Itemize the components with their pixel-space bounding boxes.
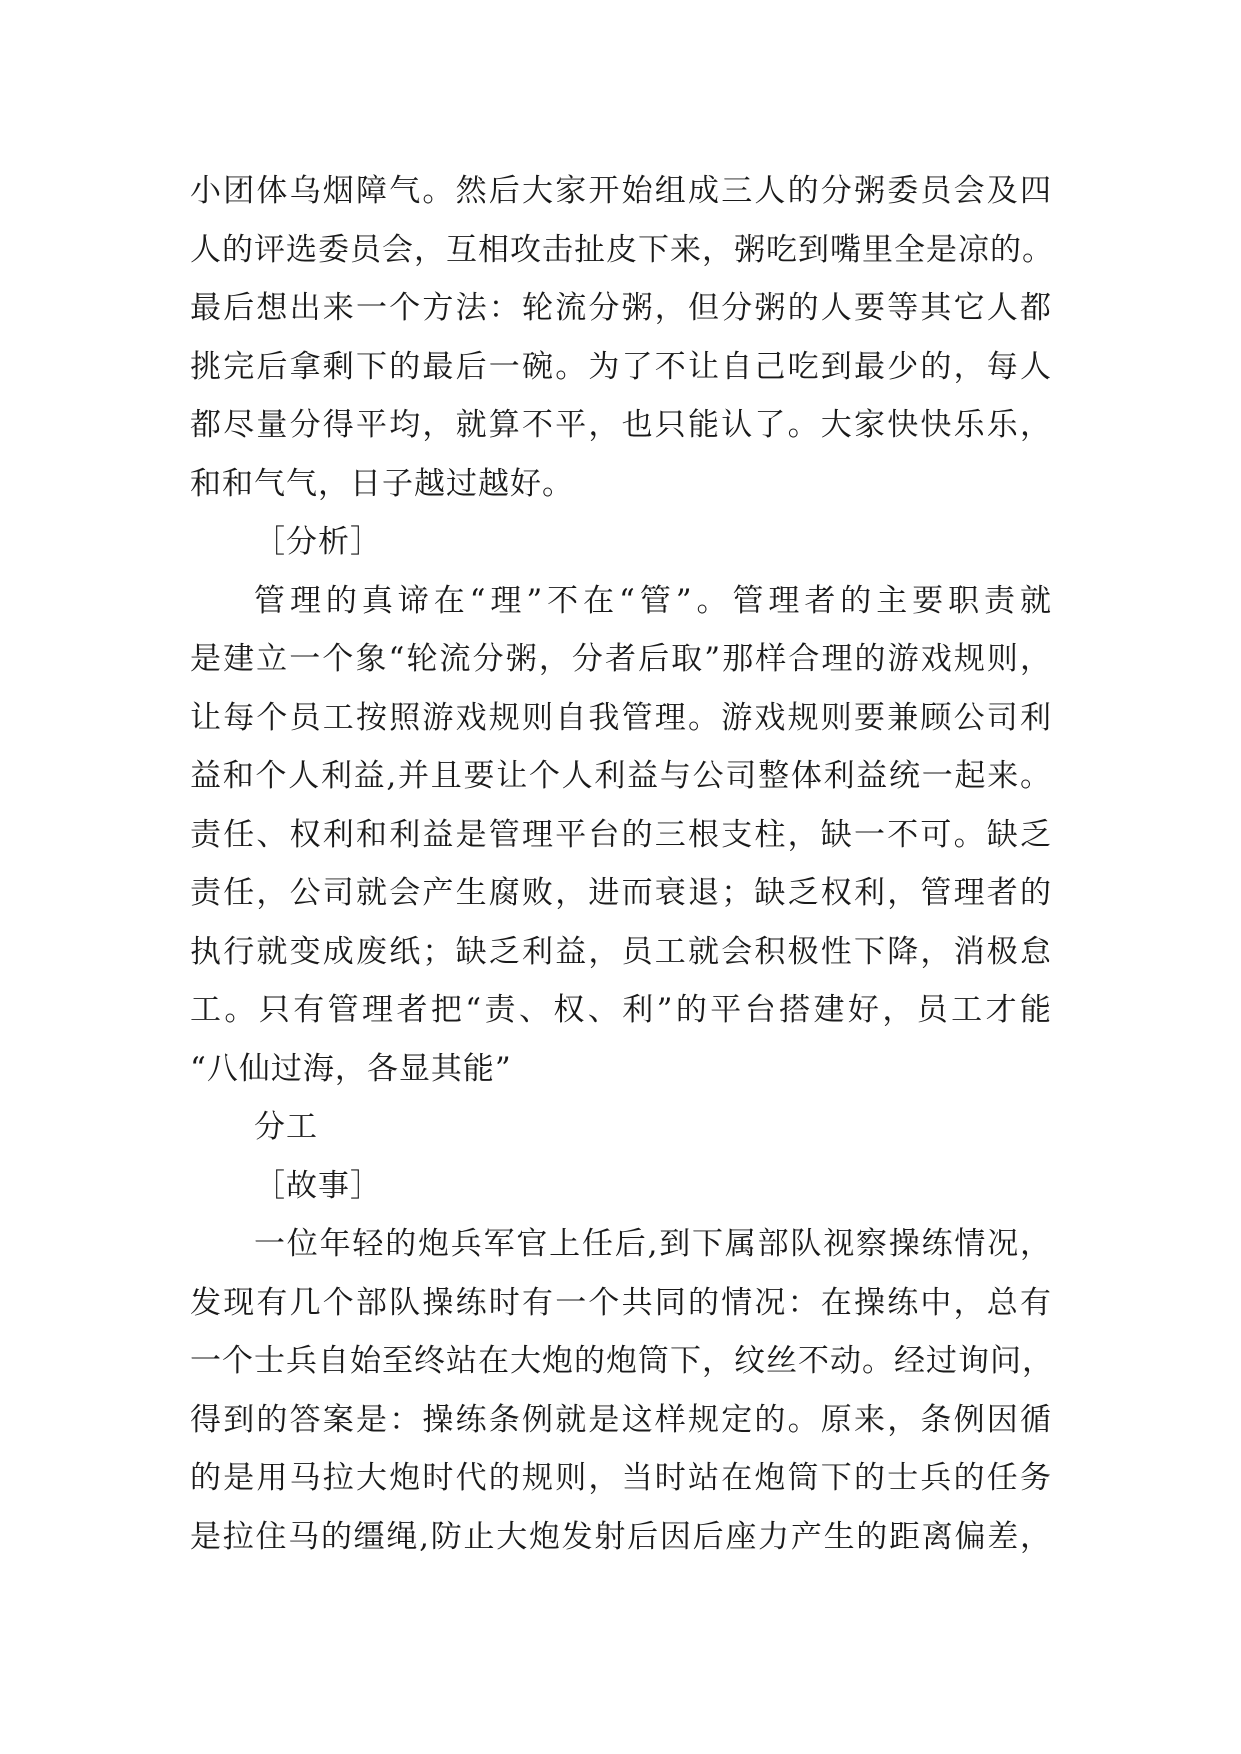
section-heading-analysis: ［分析］ — [254, 524, 382, 560]
text-line: 让每个员工按照游戏规则自我管理。游戏规则要兼顾公司利 — [190, 699, 1052, 736]
text-line: 是建立一个象“轮流分粥，分者后取”那样合理的游戏规则， — [190, 641, 1052, 677]
text-line: 挑完后拿剩下的最后一碗。为了不让自己吃到最少的，每人 — [190, 348, 1052, 385]
text-line: 最后想出来一个方法：轮流分粥，但分粥的人要等其它人都 — [190, 290, 1052, 326]
section-heading-story: ［故事］ — [254, 1167, 382, 1204]
text-line: 发现有几个部队操练时有一个共同的情况：在操练中，总有 — [190, 1284, 1052, 1321]
text-line: 人的评选委员会，互相攻击扯皮下来，粥吃到嘴里全是凉的。 — [190, 231, 1054, 268]
text-line: 是拉住马的缰绳,防止大炮发射后因后座力产生的距离偏差， — [190, 1518, 1052, 1555]
text-line: 和和气气，日子越过越好。 — [190, 465, 574, 502]
text-line: 益和个人利益,并且要让个人利益与公司整体利益统一起来。 — [190, 758, 1052, 794]
text-line: 执行就变成废纸；缺乏利益，员工就会积极性下降，消极怠 — [190, 933, 1052, 970]
text-line: 责任，公司就会产生腐败，进而衰退；缺乏权利，管理者的 — [190, 875, 1052, 911]
text-line: 责任、权利和利益是管理平台的三根支柱，缺一不可。缺乏 — [190, 816, 1052, 853]
text-line: 小团体乌烟障气。然后大家开始组成三人的分粥委员会及四 — [190, 173, 1052, 209]
document-body — [190, 162, 1052, 1566]
text-line: 一个士兵自始至终站在大炮的炮筒下，纹丝不动。经过询问， — [190, 1343, 1054, 1379]
text-line: 都尽量分得平均，就算不平，也只能认了。大家快快乐乐， — [190, 407, 1052, 443]
text-line: 一位年轻的炮兵军官上任后,到下属部队视察操练情况， — [254, 1226, 1052, 1262]
text-line: 工。只有管理者把“责、权、利”的平台搭建好，员工才能 — [190, 992, 1052, 1028]
text-line: 的是用马拉大炮时代的规则，当时站在炮筒下的士兵的任务 — [190, 1460, 1052, 1496]
text-line: “八仙过海，各显其能” — [190, 1050, 512, 1087]
text-line: 得到的答案是：操练条例就是这样规定的。原来，条例因循 — [190, 1401, 1052, 1438]
section-title: 分工 — [254, 1109, 318, 1145]
text-line: 管理的真谛在“理”不在“管”。管理者的主要职责就 — [254, 582, 1052, 619]
